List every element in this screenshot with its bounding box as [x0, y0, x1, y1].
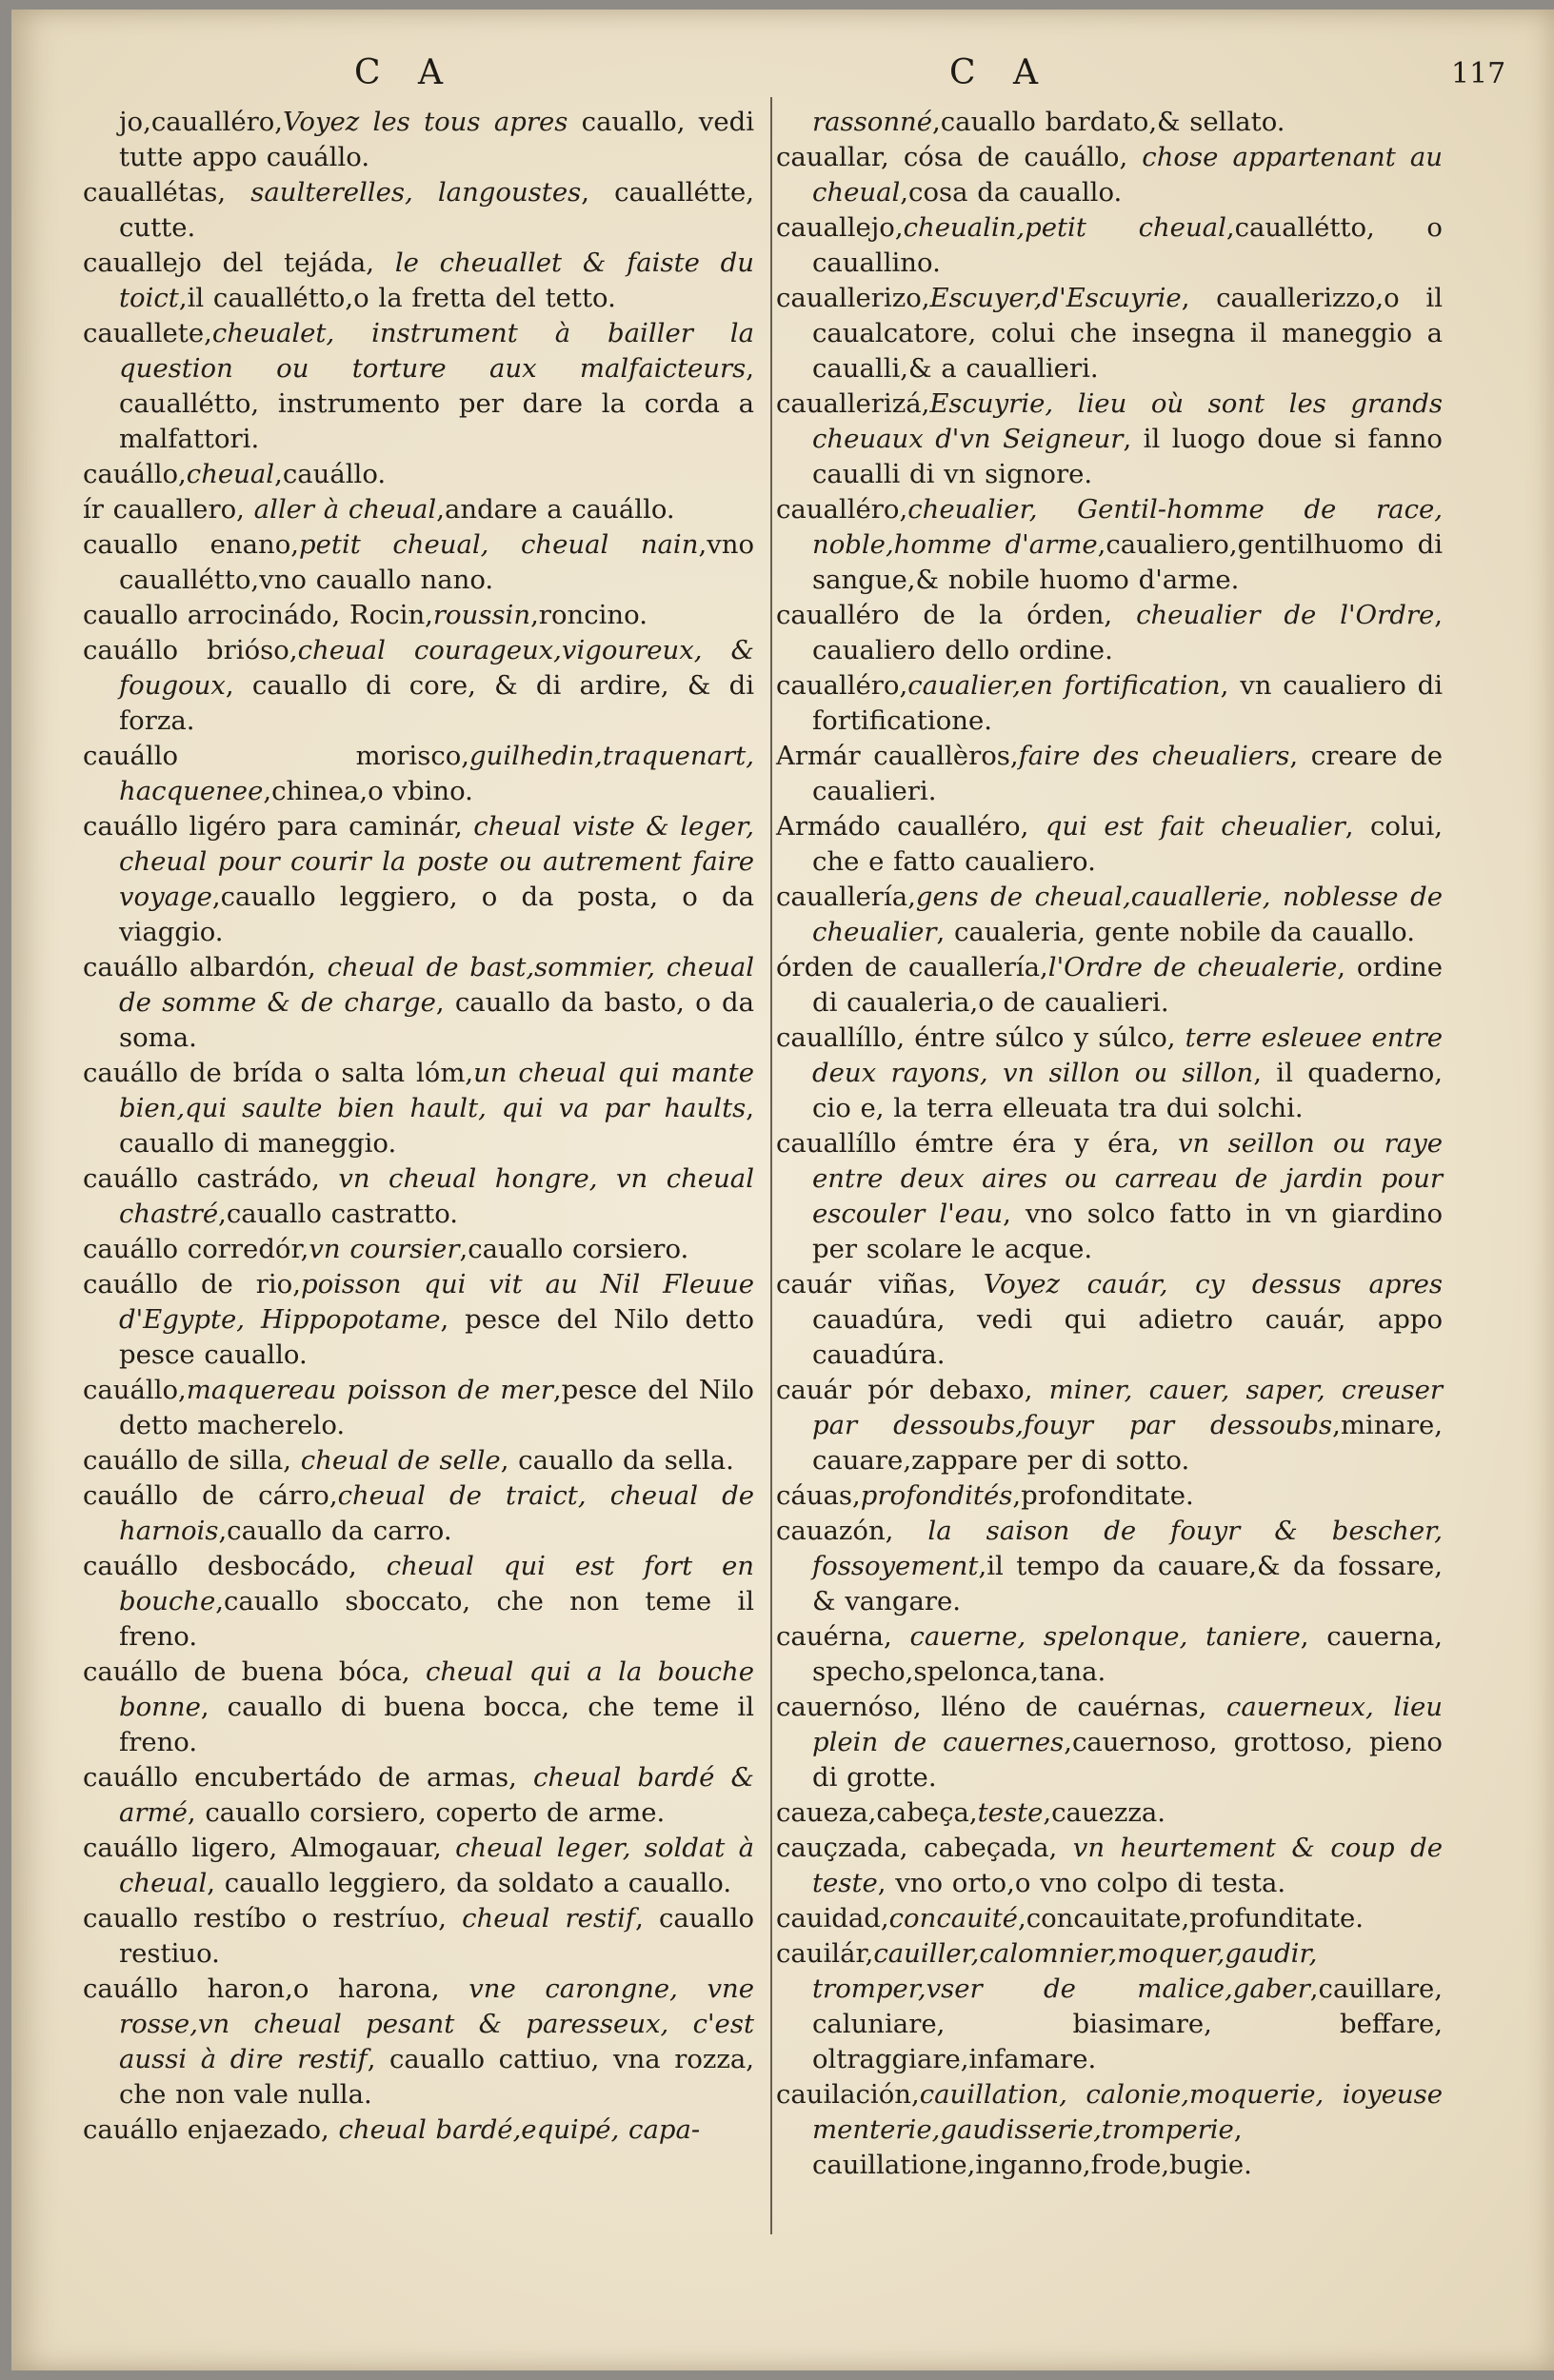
dictionary-entry: [83, 246, 754, 316]
dictionary-entry: [776, 105, 1443, 140]
entry-italian: ,cauallo leggiero, o da posta, o da viaggio.: [119, 882, 754, 947]
entry-italian: ,andare a cauállo.: [436, 494, 675, 525]
entry-italian: , cauallo restiuo.: [119, 1903, 754, 1969]
entry-head: jo,caualléro,: [119, 107, 284, 137]
entry-italian: ,il tempo da cauare,& da fossare, & vangare.: [812, 1551, 1443, 1616]
entry-head: cauállo de silla,: [83, 1445, 301, 1476]
entry-head: cauállo,: [83, 459, 187, 489]
entry-italian: , cauallo di maneggio.: [119, 1093, 754, 1159]
entry-head: cauállo corredór,: [83, 1234, 309, 1264]
entry-head: cauállo de rio,: [83, 1269, 301, 1299]
entry-head: cauállo ligéro para caminár,: [83, 811, 474, 842]
entry-french: rassonné: [812, 107, 933, 137]
entry-italian: , cauallo di core, & di ardire, & di forza.: [119, 670, 754, 736]
dictionary-entry: [776, 1831, 1443, 1901]
dictionary-entry: [83, 1478, 754, 1549]
entry-head: cauallíllo, éntre súlco y súlco,: [776, 1022, 1185, 1053]
entry-head: cauállo de cárro,: [83, 1480, 338, 1511]
entry-french: la saison de fouyr & bescher, fossoyement: [812, 1516, 1443, 1581]
dictionary-entry: [776, 1373, 1443, 1478]
entry-italian: , cauallo di buena bocca, che teme il freno.: [119, 1692, 754, 1757]
entry-french: cheualier de l'Ordre: [1136, 600, 1435, 630]
entry-italian: ,cauernoso, grottoso, pieno di grotte.: [812, 1727, 1443, 1793]
dictionary-entry: [83, 1549, 754, 1655]
entry-italian: , cauallerizzo,o il caualcatore, colui che insegna il maneggio a caualli,& a cauallieri.: [812, 283, 1443, 384]
entry-head: cauállo enjaezado,: [83, 2114, 339, 2145]
entry-french: cheual qui a la bouche bonne: [119, 1656, 754, 1722]
entry-italian: , pesce del Nilo detto pesce cauallo.: [119, 1304, 755, 1370]
entry-french: Escuyrie, lieu où sont les grands cheuaux d'vn Seigneur: [812, 388, 1443, 454]
entry-italian: ,concauitate,profunditate.: [1017, 1903, 1365, 1934]
entry-head: caueza,cabeça,: [776, 1797, 978, 1828]
entry-head: cauidad,: [776, 1903, 889, 1934]
dictionary-page: [11, 10, 1554, 2370]
entry-italian: , cauallétte, cutte.: [119, 177, 754, 243]
entry-head: ír cauallero,: [83, 494, 254, 525]
entry-french: un cheual qui mante bien,qui saulte bien hault, qui va par haults: [119, 1058, 755, 1123]
entry-french: aller à cheual: [253, 494, 437, 525]
entry-french: cauerne, spelonque, taniere: [909, 1621, 1301, 1652]
entry-head: cauérna,: [776, 1621, 910, 1652]
entry-italian: , il luogo doue si fanno caualli di vn signore.: [812, 424, 1443, 489]
entry-italian: , caualeria, gente nobile da cauallo.: [936, 917, 1415, 947]
entry-italian: , cauallétto, instrumento per dare la corda a malfattori.: [119, 353, 754, 454]
dictionary-entry: [776, 1126, 1443, 1267]
dictionary-entry: [83, 1232, 754, 1267]
dictionary-entry: [83, 1373, 754, 1443]
entry-head: Armádo caualléro,: [776, 811, 1046, 842]
entry-french: cauillation, calonie,moquerie, ioyeuse menterie,gaudisserie,tromperie: [812, 2079, 1443, 2145]
entry-italian: ,pesce del Nilo detto macherelo.: [119, 1375, 754, 1440]
dictionary-entry: [83, 1161, 754, 1232]
entry-french: vne carongne, vne rosse,vn cheual pesant & paresseux, c'est aussi à dire restif: [119, 1973, 755, 2074]
entry-italian: cauallo, vedi tutte appo cauállo.: [119, 107, 755, 172]
entry-head: cauallétas,: [83, 177, 251, 208]
entry-italian: ,il cauallétto,o la fretta del tetto.: [178, 283, 616, 313]
dictionary-entry: [83, 809, 754, 950]
entry-french: cheual qui est fort en bouche: [119, 1551, 754, 1616]
entry-french: vn seillon ou raye entre deux aires ou carreau de jardin pour escouler l'eau: [812, 1128, 1443, 1229]
dictionary-entry: [776, 1936, 1443, 2077]
entry-french: cheualet, instrument à bailler la question ou torture aux malfaicteurs: [119, 318, 754, 384]
entry-french: vn coursier: [309, 1234, 460, 1264]
entry-italian: ,cauillare, caluniare, biasimare, beffare, oltraggiare,infamare.: [812, 1973, 1443, 2074]
entry-french: profondités: [860, 1480, 1013, 1511]
entry-italian: ,cauallo castratto.: [218, 1199, 459, 1229]
entry-french: cheual leger, soldat à cheual: [119, 1833, 754, 1898]
entry-head: cauár pór debaxo,: [776, 1375, 1049, 1405]
entry-head: cauallejo,: [776, 212, 904, 243]
entry-french: saulterelles, langoustes: [250, 177, 582, 208]
dictionary-entry: [83, 1972, 754, 2112]
dictionary-entry: [83, 457, 754, 492]
column-divider: [770, 97, 772, 2234]
dictionary-entry: [776, 210, 1443, 281]
dictionary-entry: [776, 387, 1443, 492]
entry-french: gens de cheual,cauallerie, noblesse de cheualier: [812, 882, 1443, 947]
entry-head: cauállo desbocádo,: [83, 1551, 387, 1581]
running-head-right: C A: [949, 53, 1051, 92]
entry-french: cheual bardé & armé: [119, 1762, 754, 1828]
dictionary-entry: [776, 1267, 1443, 1373]
entry-head: cauállo ligero, Almogauar,: [83, 1833, 456, 1863]
entry-italian: ,minare, cauare,zappare per di sotto.: [812, 1410, 1443, 1476]
entry-head: cáuas,: [776, 1480, 861, 1511]
entry-french: teste: [977, 1797, 1044, 1828]
entry-italian: , cauallo cattiuo, vna rozza, che non vale nulla.: [119, 2044, 755, 2110]
entry-italian: ,vno cauallétto,vno cauallo nano.: [119, 529, 754, 595]
dictionary-entry: [776, 281, 1443, 387]
entry-french: cheual viste & leger, cheual pour courir la poste ou autrement faire voyage: [119, 811, 755, 912]
dictionary-entry: [776, 492, 1443, 598]
entry-italian: , cauallo da basto, o da soma.: [119, 987, 754, 1053]
dictionary-entry: [776, 880, 1443, 950]
dictionary-entry: [83, 739, 754, 809]
dictionary-entry: [83, 2112, 754, 2148]
entry-french: Escuyer,d'Escuyrie: [929, 283, 1182, 313]
dictionary-entry: [776, 809, 1443, 880]
entry-french: roussin: [432, 600, 531, 630]
entry-italian: , cauallo leggiero, da soldato a cauallo.: [207, 1868, 732, 1898]
entry-head: cauallerizo,: [776, 283, 930, 313]
entry-french: Voyez cauár, cy dessus apres: [983, 1269, 1443, 1299]
entry-french: l'Ordre de cheualerie: [1047, 952, 1338, 982]
entry-head: cauállo morisco,: [83, 741, 470, 771]
dictionary-entry: [776, 1514, 1443, 1619]
entry-italian: ,cauállo.: [274, 459, 387, 489]
dictionary-entry: [776, 1021, 1443, 1126]
entry-head: cauállo de buena bóca,: [83, 1656, 427, 1687]
entry-french: cheualier, Gentil-homme de race, noble,homme d'arme: [812, 494, 1443, 560]
entry-italian: ,cauallétto, o cauallino.: [812, 212, 1443, 278]
entry-italian: , creare de caualieri.: [812, 741, 1443, 806]
entry-head: cauazón,: [776, 1516, 928, 1546]
entry-italian: ,cauallo sboccato, che non teme il freno.: [119, 1586, 754, 1652]
entry-italian: , vno orto,o vno colpo di testa.: [877, 1868, 1286, 1898]
entry-french: cheualin,petit cheual: [903, 212, 1226, 243]
entry-head: cauallejo del tejáda,: [83, 248, 395, 278]
entry-french: cheual de bast,sommier, cheual de somme & de charge: [119, 952, 755, 1018]
entry-french: miner, cauer, saper, creuser par dessoubs,fouyr par dessoubs: [812, 1375, 1443, 1440]
entry-italian: , vn caualiero di fortificatione.: [812, 670, 1443, 736]
entry-head: caualléro,: [776, 670, 908, 701]
dictionary-entry: [83, 950, 754, 1056]
entry-french: guilhedin,traquenart, hacquenee: [119, 741, 754, 806]
entry-french: concauité: [888, 1903, 1018, 1934]
dictionary-entry: [776, 1795, 1443, 1831]
entry-french: cheual: [186, 459, 275, 489]
entry-head: caualléro,: [776, 494, 908, 525]
entry-head: cauár viñas,: [776, 1269, 984, 1299]
entry-italian: , cauillatione,inganno,frode,bugie.: [812, 2114, 1252, 2180]
entry-french: cheual restif: [462, 1903, 636, 1934]
entry-french: cheual de selle: [300, 1445, 501, 1476]
entry-head: cauallete,: [83, 318, 212, 348]
dictionary-entry: [83, 105, 754, 175]
entry-head: cauallar, cósa de cauállo,: [776, 142, 1143, 172]
dictionary-entry: [83, 492, 754, 527]
dictionary-entry: [83, 527, 754, 598]
entry-head: cauállo castrádo,: [83, 1163, 339, 1194]
entry-french: poisson qui vit au Nil Fleuue d'Egypte, Hippopotame: [119, 1269, 754, 1335]
entry-italian: , colui, che e fatto caualiero.: [812, 811, 1443, 877]
entry-french: cauerneux, lieu plein de cauernes: [812, 1692, 1443, 1757]
entry-head: cauallería,: [776, 882, 916, 912]
dictionary-entry: [83, 633, 754, 739]
entry-head: Armár cauallèros,: [776, 741, 1019, 771]
right-column: [776, 105, 1443, 2183]
left-column: [83, 105, 754, 2148]
entry-french: terre esleuee entre deux rayons, vn sillon ou sillon: [812, 1022, 1443, 1088]
entry-italian: cauadúra, vedi qui adietro cauár, appo cauadúra.: [812, 1304, 1443, 1370]
dictionary-entry: [776, 598, 1443, 668]
dictionary-entry: [776, 1619, 1443, 1690]
entry-italian: , cauerna, specho,spelonca,tana.: [812, 1621, 1443, 1687]
dictionary-entry: [776, 1478, 1443, 1514]
entry-french: le cheuallet & faiste du toict: [119, 248, 754, 313]
entry-head: cauallo enano,: [83, 529, 300, 560]
dictionary-entry: [776, 1901, 1443, 1936]
dictionary-entry: [83, 1267, 754, 1373]
entry-head: cauallerizá,: [776, 388, 930, 419]
entry-italian: ,cosa da cauallo.: [900, 177, 1123, 208]
entry-italian: , il quaderno, cio e, la terra elleuata tra dui solchi.: [812, 1058, 1443, 1123]
dictionary-entry: [83, 1760, 754, 1831]
entry-french: caualier,en fortification: [907, 670, 1221, 701]
dictionary-entry: [776, 668, 1443, 739]
dictionary-entry: [83, 1655, 754, 1760]
entry-french: cheual courageux,vigoureux, & fougoux: [119, 635, 754, 701]
entry-head: cauállo,: [83, 1375, 187, 1405]
entry-head: cauallíllo émtre éra y éra,: [776, 1128, 1178, 1159]
entry-italian: ,profonditate.: [1012, 1480, 1194, 1511]
entry-head: cauállo albardón,: [83, 952, 328, 982]
entry-head: caualléro de la órden,: [776, 600, 1137, 630]
entry-french: vn cheual hongre, vn cheual chastré: [119, 1163, 754, 1229]
entry-french: faire des cheualiers: [1018, 741, 1290, 771]
dictionary-entry: [776, 950, 1443, 1021]
entry-head: cauállo haron,o harona,: [83, 1973, 469, 2004]
entry-italian: ,cauallo corsiero.: [459, 1234, 689, 1264]
entry-head: cauilár,: [776, 1938, 874, 1969]
dictionary-entry: [83, 1831, 754, 1901]
entry-french: maquereau poisson de mer: [186, 1375, 553, 1405]
entry-italian: ,caualiero,gentilhuomo di sangue,& nobile huomo d'arme.: [812, 529, 1443, 595]
entry-head: cauernóso, lléno de cauérnas,: [776, 1692, 1226, 1722]
entry-head: cauallo restíbo o restríuo,: [83, 1903, 463, 1934]
entry-italian: ,cauallo bardato,& sellato.: [932, 107, 1285, 137]
entry-italian: , ordine di caualeria,o de caualieri.: [812, 952, 1443, 1018]
entry-italian: ,cauezza.: [1043, 1797, 1166, 1828]
running-head-left: C A: [354, 53, 456, 92]
dictionary-entry: [83, 316, 754, 457]
entry-italian: , cauallo corsiero, coperto de arme.: [187, 1797, 666, 1828]
entry-french: qui est fait cheualier: [1045, 811, 1345, 842]
entry-french: vn heurtement & coup de teste: [812, 1833, 1443, 1898]
entry-italian: , caualiero dello ordine.: [812, 600, 1444, 665]
page-number: 117: [1451, 57, 1506, 90]
entry-head: cauállo brióso,: [83, 635, 298, 665]
dictionary-entry: [776, 739, 1443, 809]
entry-head: cauilación,: [776, 2079, 920, 2110]
entry-head: cauallo arrocinádo, Rocin,: [83, 600, 433, 630]
entry-french: cheual de traict, cheual de harnois: [119, 1480, 754, 1546]
entry-head: cauállo de brída o salta lóm,: [83, 1058, 474, 1088]
dictionary-entry: [83, 1056, 754, 1161]
dictionary-entry: [83, 598, 754, 633]
entry-french: Voyez les tous apres: [283, 107, 568, 137]
page-header: [11, 53, 1554, 101]
entry-italian: ,roncino.: [530, 600, 648, 630]
entry-french: chose appartenant au cheual: [812, 142, 1443, 208]
entry-head: cauállo encubertádo de armas,: [83, 1762, 533, 1793]
entry-head: órden de cauallería,: [776, 952, 1048, 982]
dictionary-entry: [776, 1690, 1443, 1795]
entry-italian: , vno solco fatto in vn giardino per scolare le acque.: [812, 1199, 1444, 1264]
dictionary-entry: [83, 175, 754, 246]
dictionary-entry: [776, 2077, 1443, 2183]
entry-french: cheual bardé,equipé, capa-: [338, 2114, 701, 2145]
entry-french: petit cheual, cheual nain: [299, 529, 699, 560]
entry-french: cauiller,calomnier,moquer,gaudir, tromper,vser de malice,gaber: [812, 1938, 1318, 2004]
entry-italian: , cauallo da sella.: [500, 1445, 734, 1476]
dictionary-entry: [83, 1901, 754, 1972]
entry-italian: ,cauallo da carro.: [218, 1516, 452, 1546]
entry-head: cauçzada, cabeçada,: [776, 1833, 1073, 1863]
entry-italian: ,chinea,o vbino.: [263, 776, 473, 806]
dictionary-entry: [776, 140, 1443, 210]
dictionary-entry: [83, 1443, 754, 1478]
